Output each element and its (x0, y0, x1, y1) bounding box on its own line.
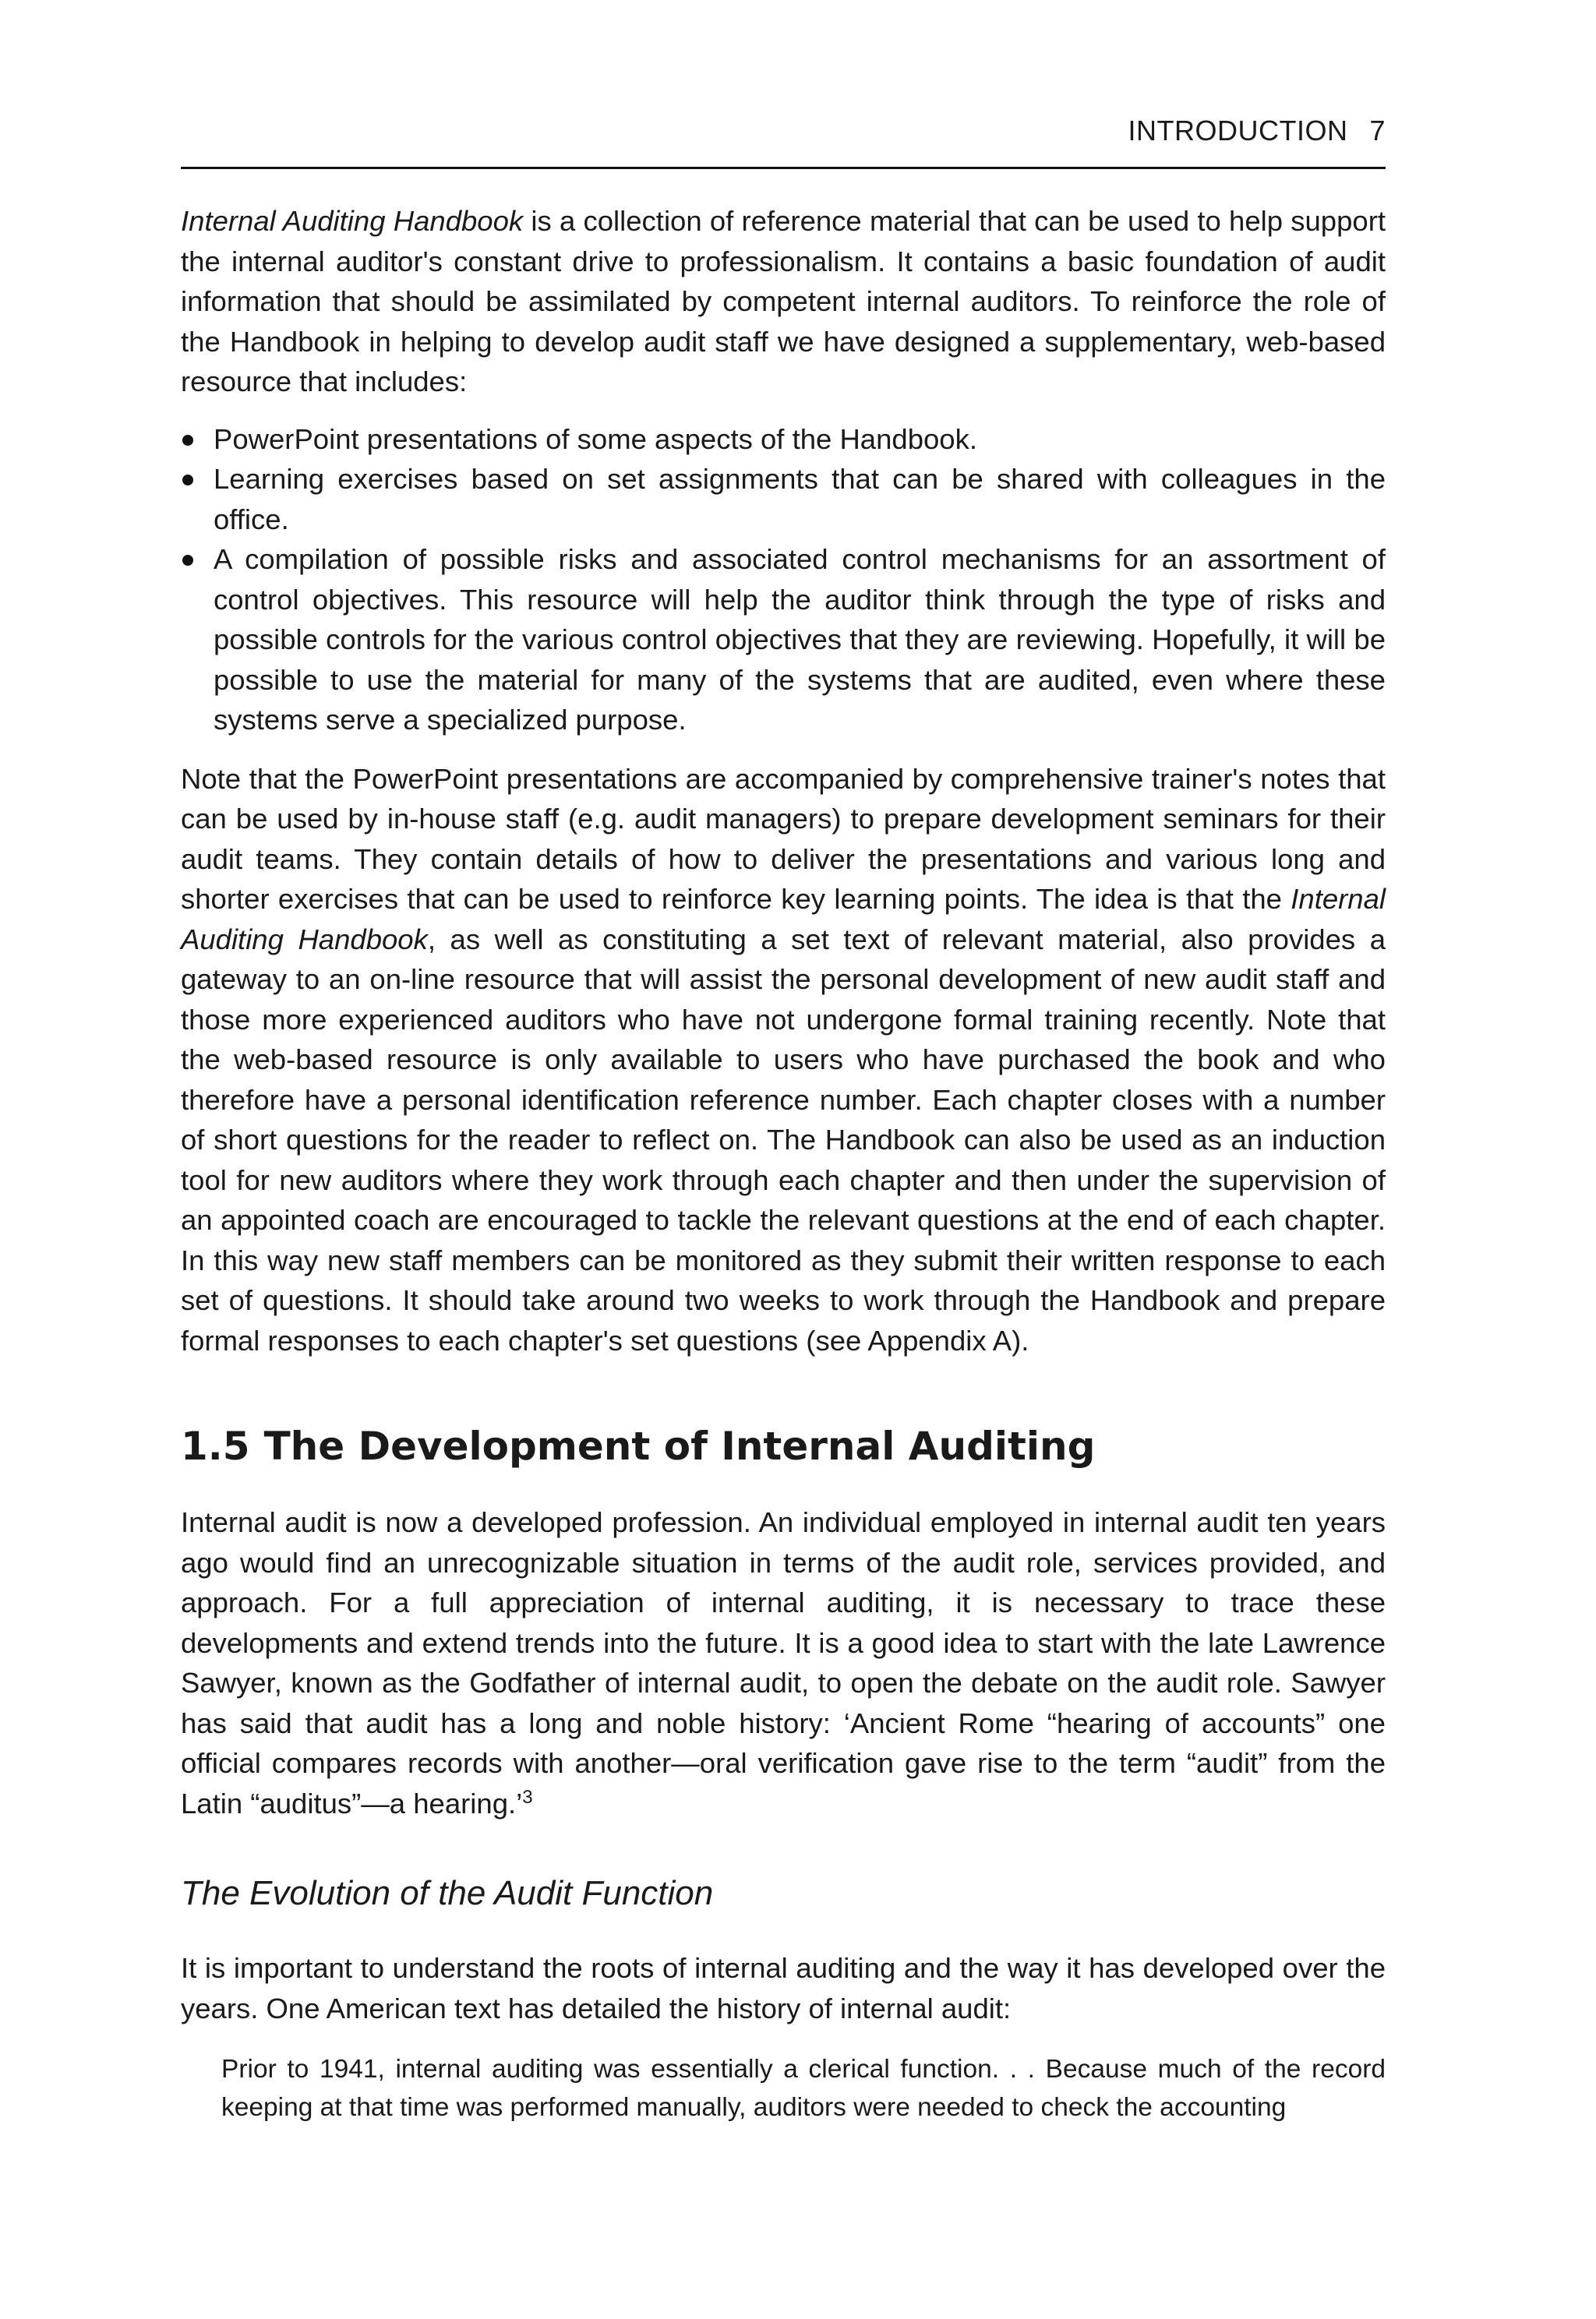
running-title: INTRODUCTION (1128, 115, 1348, 146)
quote-text: Prior to 1941, internal auditing was essentially a clerical function. . . Because much of the record keeping at that time was performed manually, auditors were needed to check the accounting (221, 2055, 1386, 2122)
bullet-icon (182, 435, 193, 446)
note-paragraph: Note that the PowerPoint presentations are accompanied by comprehensive trainer's notes that can be used by in-house staff (e.g. audit managers) to prepare development seminars for their audit teams. They contain details of how to deliver the presentations and various long and shorter exercises that can be used to reinforce key learning points. The idea is that the Internal Auditing Handbook, as well as constituting a set text of relevant material, also provides a gateway to an on-line resource that will assist the personal development of new audit staff and those more experienced auditors who have not undergone formal training recently. Note that the web-based resource is only available to users who have purchased the book and who therefore have a personal identification reference number. Each chapter closes with a number of short questions for the reader to reflect on. The Handbook can also be used as an induction tool for new auditors where they work through each chapter and then under the supervision of an appointed coach are encouraged to tackle the relevant questions at the end of each chapter. In this way new staff members can be monitored as they submit their written response to each set of questions. It should take around two weeks to work through the Handbook and prepare formal responses to each chapter's set questions (see Appendix A). (181, 762, 1386, 1357)
book-page (181, 0, 1386, 2319)
intro-paragraph (181, 201, 1386, 402)
page-number: 7 (1369, 115, 1386, 146)
bullet-icon (182, 555, 193, 566)
section-paragraph: Internal audit is now a developed profession. An individual employed in internal audit ten years ago would find an unrecognizable situation in terms of the audit role, services provided, and approach. For a full appreciation of internal auditing, it is necessary to trace these developments and extend trends into the future. It is a good idea to start with the late Lawrence Sawyer, known as the Godfather of internal audit, to open the debate on the audit role. Sawyer has said that audit has a long and noble history: ‘Ancient Rome “hearing of accounts” one official compares records with another—oral verification gave rise to the term “audit” from the Latin “auditus”—a hearing.’$^3$ (181, 1506, 1386, 1820)
section-title: The Development of Internal Auditing (263, 1424, 1096, 1469)
header-rule (181, 167, 1386, 169)
resource-list (181, 419, 1386, 740)
block-quote (221, 2050, 1386, 2127)
list-item: PowerPoint presentations of some aspects of the Handbook. (181, 419, 1386, 460)
running-head (1128, 117, 1386, 145)
list-item: A compilation of possible risks and associated control mechanisms for an assortment of control objectives. This resource will help the auditor think through the type of risks and possible controls for the various control objectives that they are reviewing. Hopefully, it will be possible to use the material for many of the systems that are audited, even where these systems serve a specialized purpose. (181, 539, 1386, 740)
subsection-heading: The Evolution of the Audit Function (181, 1874, 714, 1912)
page-body (181, 201, 1386, 2127)
footnote-ref: 3 (522, 1786, 533, 1808)
intro-text: is a collection of reference material that can be used to help support the internal auditor's constant drive to professionalism. It contains a basic foundation of audit information that should be assimilated by competent internal auditors. To reinforce the role of the Handbook in helping to develop audit staff we have designed a supplementary, web-based resource that includes: (181, 205, 1386, 397)
book-title-italic: Internal Auditing Handbook (181, 205, 524, 237)
bullet-icon (182, 475, 193, 485)
book-title-italic: Internal Auditing Handbook (181, 883, 1386, 955)
section-heading (181, 1423, 1386, 1470)
subsection-paragraph: It is important to understand the roots of internal auditing and the way it has developed over the years. One American text has detailed the history of internal audit: (181, 1952, 1386, 2024)
section-number: 1.5 (181, 1424, 250, 1469)
list-item: Learning exercises based on set assignments that can be shared with colleagues in the office. (181, 459, 1386, 539)
